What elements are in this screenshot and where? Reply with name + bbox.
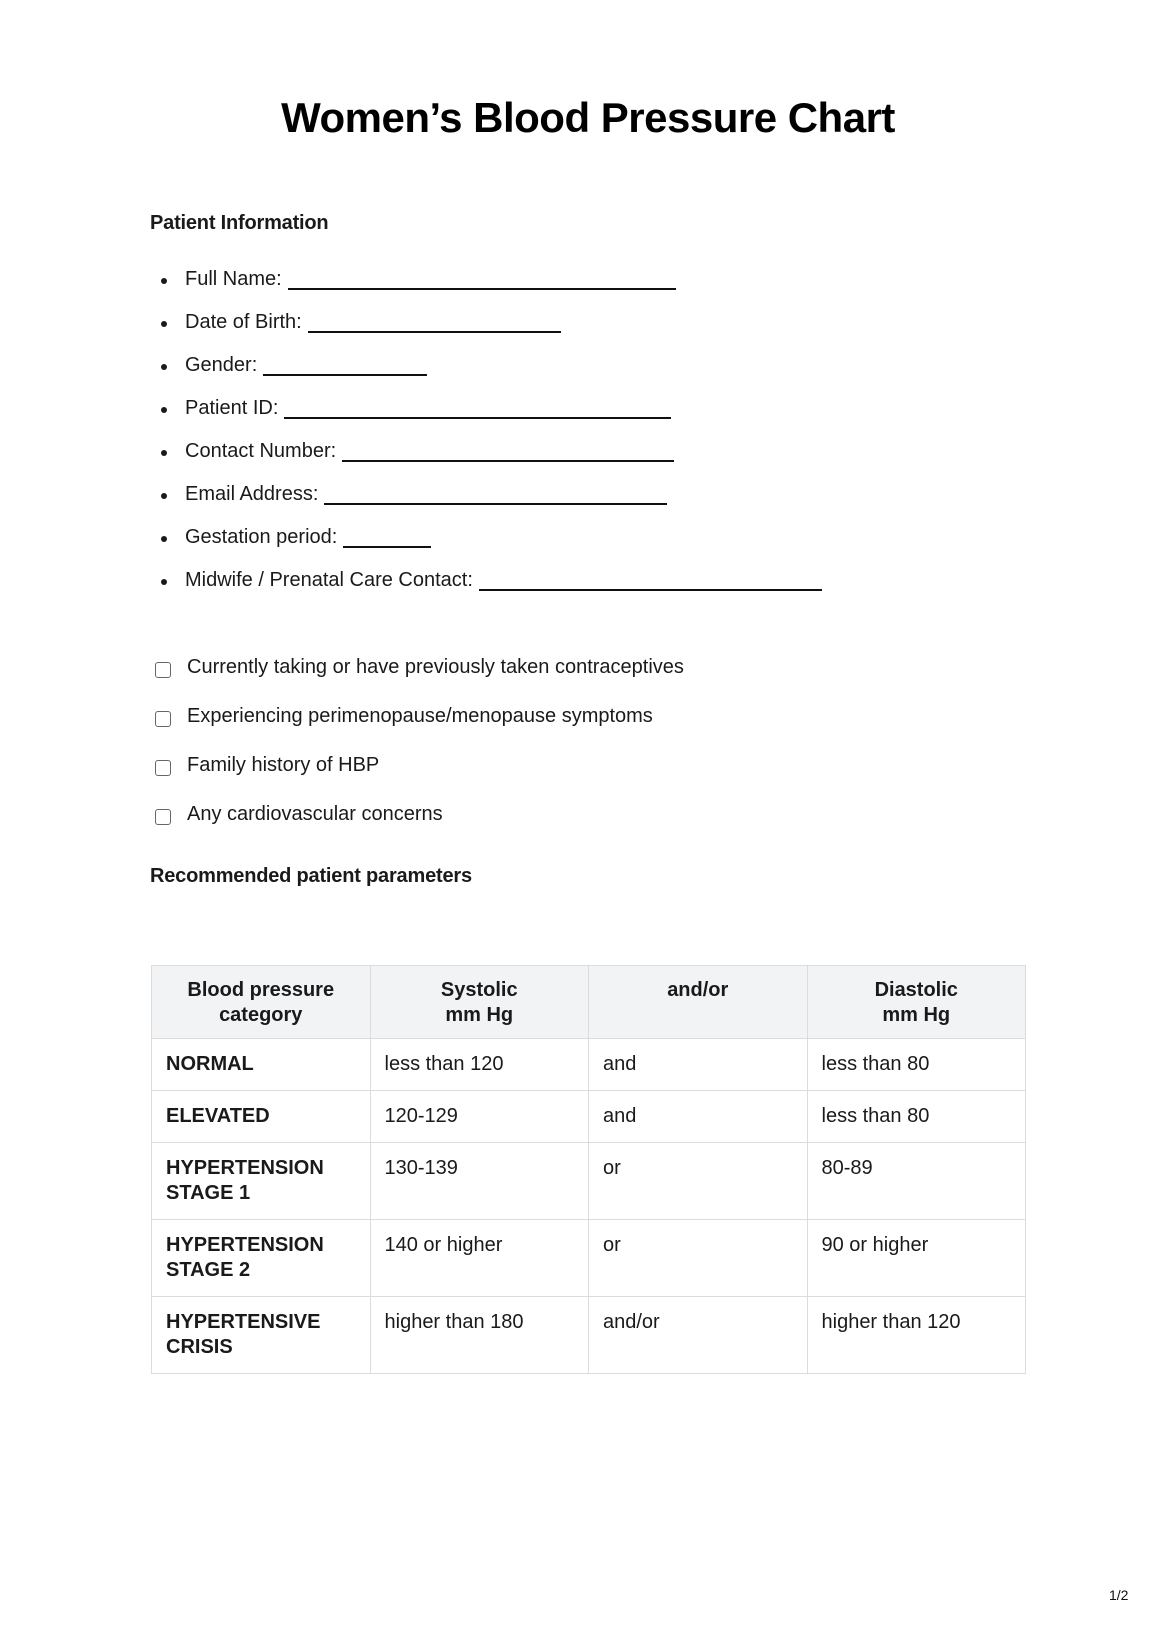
table-row xyxy=(152,1091,1026,1143)
field-label: Gender: xyxy=(185,354,258,376)
conjunction-cell: or xyxy=(589,1143,808,1220)
category-cell xyxy=(152,1143,371,1220)
header-line: Blood pressure xyxy=(187,979,335,1001)
field-label: Contact Number: xyxy=(185,440,337,462)
bullet-icon xyxy=(161,407,167,413)
field-label: Midwife / Prenatal Care Contact: xyxy=(185,569,473,591)
patient-id-input[interactable] xyxy=(284,397,671,419)
table-row xyxy=(152,1039,1026,1091)
category-text: HYPERTENSION xyxy=(166,1157,324,1179)
conjunction-cell: or xyxy=(589,1220,808,1297)
diastolic-cell: less than 80 xyxy=(807,1091,1026,1143)
systolic-cell: higher than 180 xyxy=(370,1297,589,1374)
header-line: and/or xyxy=(667,979,729,1001)
bullet-icon xyxy=(161,278,167,284)
category-text: STAGE 2 xyxy=(166,1259,251,1281)
category-text: HYPERTENSION xyxy=(166,1234,324,1256)
checkbox-icon[interactable] xyxy=(155,760,171,776)
conjunction-cell: and xyxy=(589,1039,808,1091)
category-cell xyxy=(152,1220,371,1297)
checkbox-icon[interactable] xyxy=(155,809,171,825)
diastolic-cell: 90 or higher xyxy=(807,1220,1026,1297)
diastolic-cell: less than 80 xyxy=(807,1039,1026,1091)
field-label: Patient ID: xyxy=(185,397,279,419)
bullet-icon xyxy=(161,493,167,499)
field-label: Date of Birth: xyxy=(185,311,302,333)
header-line: Systolic xyxy=(440,979,518,1001)
checkbox-icon[interactable] xyxy=(155,711,171,727)
field-gestation-period xyxy=(150,526,822,569)
systolic-cell: 140 or higher xyxy=(370,1220,589,1297)
table-header-row xyxy=(152,966,1026,1039)
systolic-cell: 120-129 xyxy=(370,1091,589,1143)
category-text: HYPERTENSIVE xyxy=(166,1311,321,1333)
date-of-birth-input[interactable] xyxy=(308,311,561,333)
category-cell xyxy=(152,1039,371,1091)
column-header-category xyxy=(152,966,371,1039)
contact-number-input[interactable] xyxy=(342,440,674,462)
checklist-item-menopause[interactable] xyxy=(155,705,684,754)
field-gender xyxy=(150,354,822,397)
checklist-item-cardiovascular[interactable] xyxy=(155,803,684,852)
table-row xyxy=(152,1220,1026,1297)
checklist-label: Currently taking or have previously taken contraceptives xyxy=(187,656,684,678)
category-cell xyxy=(152,1297,371,1374)
category-text: STAGE 1 xyxy=(166,1182,251,1204)
bullet-icon xyxy=(161,321,167,327)
column-header-diastolic xyxy=(807,966,1026,1039)
category-text: ELEVATED xyxy=(166,1105,270,1127)
header-line: mm Hg xyxy=(882,1004,951,1026)
bullet-icon xyxy=(161,450,167,456)
diastolic-cell: 80-89 xyxy=(807,1143,1026,1220)
page-number: 1/2 xyxy=(1109,1587,1129,1603)
table-row xyxy=(152,1297,1026,1374)
bullet-icon xyxy=(161,579,167,585)
field-date-of-birth xyxy=(150,311,822,354)
field-email-address xyxy=(150,483,822,526)
category-text: NORMAL xyxy=(166,1053,254,1075)
systolic-cell: less than 120 xyxy=(370,1039,589,1091)
checklist-label: Any cardiovascular concerns xyxy=(187,803,443,825)
gender-input[interactable] xyxy=(263,354,427,376)
midwife-contact-input[interactable] xyxy=(479,569,822,591)
parameters-heading: Recommended patient parameters xyxy=(150,865,472,887)
header-line: Diastolic xyxy=(874,979,958,1001)
conjunction-cell: and xyxy=(589,1091,808,1143)
checkbox-icon[interactable] xyxy=(155,662,171,678)
field-full-name xyxy=(150,268,822,311)
page-title: Women’s Blood Pressure Chart xyxy=(281,94,895,141)
health-checklist xyxy=(155,656,684,852)
full-name-input[interactable] xyxy=(288,268,676,290)
checklist-label: Family history of HBP xyxy=(187,754,380,776)
field-patient-id xyxy=(150,397,822,440)
checklist-item-family-history[interactable] xyxy=(155,754,684,803)
field-label: Full Name: xyxy=(185,268,282,290)
patient-information-heading: Patient Information xyxy=(150,212,329,234)
column-header-systolic xyxy=(370,966,589,1039)
blood-pressure-table xyxy=(151,965,1026,1374)
conjunction-cell: and/or xyxy=(589,1297,808,1374)
gestation-period-input[interactable] xyxy=(343,526,431,548)
bullet-icon xyxy=(161,364,167,370)
header-line: mm Hg xyxy=(445,1004,514,1026)
bullet-icon xyxy=(161,536,167,542)
diastolic-cell: higher than 120 xyxy=(807,1297,1026,1374)
email-address-input[interactable] xyxy=(324,483,667,505)
column-header-conjunction xyxy=(589,966,808,1039)
field-midwife-contact xyxy=(150,569,822,612)
field-contact-number xyxy=(150,440,822,483)
table-row xyxy=(152,1143,1026,1220)
category-cell xyxy=(152,1091,371,1143)
checklist-item-contraceptives[interactable] xyxy=(155,656,684,705)
systolic-cell: 130-139 xyxy=(370,1143,589,1220)
field-label: Email Address: xyxy=(185,483,319,505)
patient-information-fields xyxy=(150,268,822,612)
category-text: CRISIS xyxy=(166,1336,233,1358)
checklist-label: Experiencing perimenopause/menopause symptoms xyxy=(187,705,653,727)
header-line: category xyxy=(219,1004,303,1026)
field-label: Gestation period: xyxy=(185,526,338,548)
